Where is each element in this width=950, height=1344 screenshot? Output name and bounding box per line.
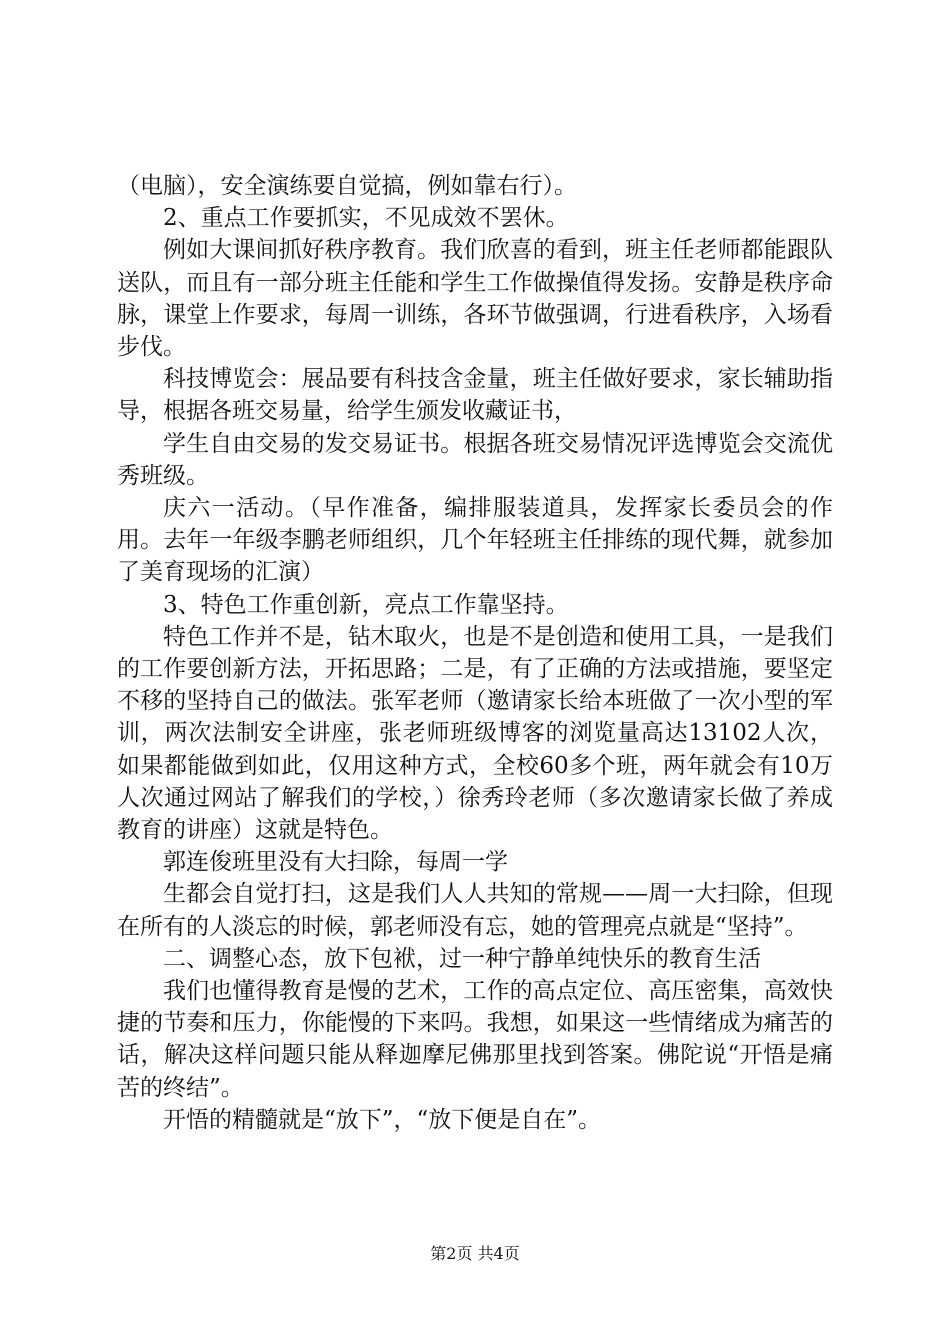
page-number-footer: 第2页 共4页 [430,1244,520,1263]
paragraph: 生都会自觉打扫，这是我们人人共知的常规——周一大扫除，但现在所有的人淡忘的时候，郭老师没有忘，她的管理亮点就是“坚持”。 [117,881,833,940]
paragraph: 庆六一活动。（早作准备，编排服装道具，发挥家长委员会的作用。去年一年级李鹏老师组织，几个年轻班主任排练的现代舞，就参加了美育现场的汇演） [117,495,833,586]
paragraph: （电脑），安全演练要自觉搞，例如靠右行）。 [117,173,577,199]
paragraph: 3、特色工作重创新，亮点工作靠坚持。 [163,591,569,618]
section-heading: 二、调整心态，放下包袱，过一种宁静单纯快乐的教育生活 [163,945,761,972]
document-body [117,170,833,1136]
paragraph: 2、重点工作要抓实，不见成效不罢休。 [163,205,569,232]
paragraph: 郭连俊班里没有大扫除，每周一学 [163,849,508,876]
paragraph: 特色工作并不是，钻木取火，也是不是创造和使用工具，一是我们的工作要创新方法，开拓思路；二是，有了正确的方法或措施，要坚定不移的坚持自己的做法。张军老师（邀请家长给本班做了一次小型的军训，两次法制安全讲座，张老师班级博客的浏览量高达13102人次，如果都能做到如此，仅用这种方式，全校60多个班，两年就会有10万人次通过网站了解我们的学校，）徐秀玲老师（多次邀请家长做了养成教育的讲座）这就是特色。 [117,623,833,844]
paragraph: 例如大课间抓好秩序教育。我们欣喜的看到，班主任老师都能跟队送队，而且有一部分班主任能和学生工作做操值得发扬。安静是秩序命脉，课堂上作要求，每周一训练，各环节做强调，行进看秩序，入场看步伐。 [117,237,833,361]
paragraph: 我们也懂得教育是慢的艺术，工作的高点定位、高压密集，高效快捷的节奏和压力，你能慢的下来吗。我想，如果这一些情绪成为痛苦的话，解决这样问题只能从释迦摩尼佛那里找到答案。佛陀说“开悟是痛苦的终结”。 [117,978,833,1101]
paragraph: 科技博览会：展品要有科技含金量，班主任做好要求，家长辅助指导，根据各班交易量，给学生颁发收藏证书， [117,366,833,425]
paragraph: 学生自由交易的发交易证书。根据各班交易情况评选博览会交流优秀班级。 [117,430,833,489]
paragraph: 开悟的精髓就是“放下”，“放下便是自在”。 [163,1106,602,1133]
